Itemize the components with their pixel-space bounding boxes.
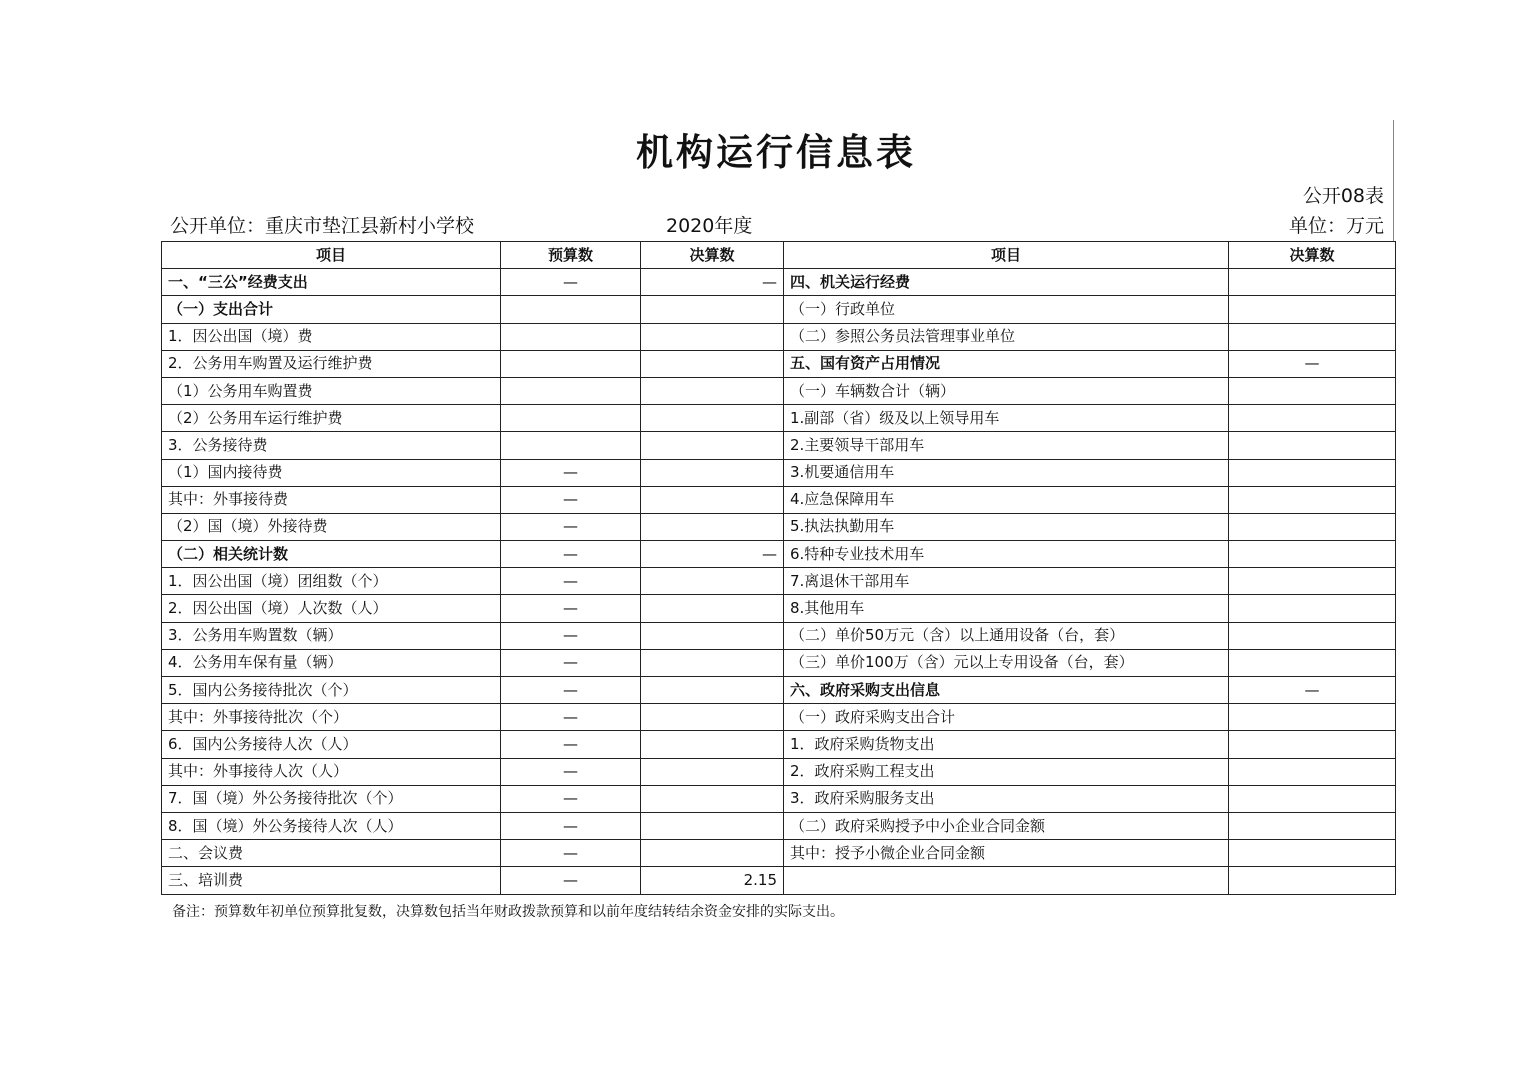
final-left-cell (641, 758, 784, 785)
budget-cell: — (501, 622, 641, 649)
item-left-cell: （2）公务用车运行维护费 (162, 405, 501, 432)
final-left-cell (641, 595, 784, 622)
table-row (162, 459, 1396, 486)
item-right-cell (784, 867, 1229, 894)
page-title: 机构运行信息表 (636, 130, 916, 174)
item-right-cell: （二）参照公务员法管理事业单位 (784, 323, 1229, 350)
item-left-cell: 其中：外事接待人次（人） (162, 758, 501, 785)
item-left-cell: （1）公务用车购置费 (162, 377, 501, 404)
budget-cell (501, 350, 641, 377)
final-left-cell: — (641, 269, 784, 296)
item-right-cell: 3．政府采购服务支出 (784, 785, 1229, 812)
budget-cell: — (501, 867, 641, 894)
final-left-cell: 2.15 (641, 867, 784, 894)
final-right-cell (1229, 649, 1396, 676)
item-right-cell: 4.应急保障用车 (784, 486, 1229, 513)
item-left-cell: 一、“三公”经费支出 (162, 269, 501, 296)
final-left-cell (641, 785, 784, 812)
item-left-cell: 8．国（境）外公务接待人次（人） (162, 812, 501, 839)
item-right-cell: 2．政府采购工程支出 (784, 758, 1229, 785)
table-body (162, 269, 1396, 894)
table-row (162, 622, 1396, 649)
final-left-cell (641, 323, 784, 350)
final-left-cell (641, 840, 784, 867)
budget-cell: — (501, 541, 641, 568)
budget-cell: — (501, 840, 641, 867)
item-right-cell: 6.特种专业技术用车 (784, 541, 1229, 568)
budget-cell: — (501, 269, 641, 296)
table-row (162, 568, 1396, 595)
item-left-cell: 3．公务用车购置数（辆） (162, 622, 501, 649)
budget-cell: — (501, 758, 641, 785)
final-left-cell: — (641, 541, 784, 568)
table-row (162, 785, 1396, 812)
operations-info-table (161, 241, 1396, 895)
table-row (162, 432, 1396, 459)
final-right-cell (1229, 541, 1396, 568)
item-right-cell: 四、机关运行经费 (784, 269, 1229, 296)
item-right-cell: 2.主要领导干部用车 (784, 432, 1229, 459)
item-left-cell: 3．公务接待费 (162, 432, 501, 459)
final-left-cell (641, 622, 784, 649)
item-right-cell: 1．政府采购货物支出 (784, 731, 1229, 758)
item-right-cell: （二）政府采购授予中小企业合同金额 (784, 812, 1229, 839)
item-left-cell: 5．国内公务接待批次（个） (162, 677, 501, 704)
final-left-cell (641, 677, 784, 704)
table-row (162, 350, 1396, 377)
final-right-cell: — (1229, 677, 1396, 704)
budget-cell: — (501, 459, 641, 486)
item-left-cell: 2．因公出国（境）人次数（人） (162, 595, 501, 622)
final-right-cell (1229, 840, 1396, 867)
disclosing-unit: 公开单位：重庆市垫江县新村小学校 (170, 215, 475, 237)
item-left-cell: （1）国内接待费 (162, 459, 501, 486)
item-right-cell: （二）单价50万元（含）以上通用设备（台，套） (784, 622, 1229, 649)
item-right-cell: 5.执法执勤用车 (784, 513, 1229, 540)
final-right-cell: — (1229, 350, 1396, 377)
table-header-row (162, 242, 1396, 269)
col-header-budget: 预算数 (501, 242, 641, 269)
col-header-final-right: 决算数 (1229, 242, 1396, 269)
item-right-cell: 1.副部（省）级及以上领导用车 (784, 405, 1229, 432)
final-right-cell (1229, 513, 1396, 540)
item-left-cell: 7．国（境）外公务接待批次（个） (162, 785, 501, 812)
final-right-cell (1229, 731, 1396, 758)
table-row (162, 323, 1396, 350)
table-row (162, 840, 1396, 867)
item-left-cell: （2）国（境）外接待费 (162, 513, 501, 540)
item-right-cell: 3.机要通信用车 (784, 459, 1229, 486)
item-left-cell: （二）相关统计数 (162, 541, 501, 568)
budget-cell: — (501, 595, 641, 622)
final-left-cell (641, 459, 784, 486)
final-right-cell (1229, 595, 1396, 622)
item-right-cell: 其中：授予小微企业合同金额 (784, 840, 1229, 867)
final-left-cell (641, 568, 784, 595)
final-right-cell (1229, 622, 1396, 649)
final-right-cell (1229, 486, 1396, 513)
table-row (162, 486, 1396, 513)
budget-cell: — (501, 704, 641, 731)
item-left-cell: 4．公务用车保有量（辆） (162, 649, 501, 676)
table-row (162, 541, 1396, 568)
final-right-cell (1229, 459, 1396, 486)
item-right-cell: （三）单价100万（含）元以上专用设备（台，套） (784, 649, 1229, 676)
budget-cell (501, 323, 641, 350)
final-left-cell (641, 513, 784, 540)
item-right-cell: （一）行政单位 (784, 296, 1229, 323)
item-right-cell: 7.离退休干部用车 (784, 568, 1229, 595)
budget-cell (501, 405, 641, 432)
final-right-cell (1229, 758, 1396, 785)
final-right-cell (1229, 785, 1396, 812)
item-left-cell: 6．国内公务接待人次（人） (162, 731, 501, 758)
item-left-cell: 其中：外事接待批次（个） (162, 704, 501, 731)
final-left-cell (641, 377, 784, 404)
item-right-cell: （一）政府采购支出合计 (784, 704, 1229, 731)
budget-cell: — (501, 677, 641, 704)
item-right-cell: 五、国有资产占用情况 (784, 350, 1229, 377)
table-row (162, 377, 1396, 404)
final-left-cell (641, 350, 784, 377)
table-row (162, 677, 1396, 704)
table-number: 公开08表 (1302, 185, 1384, 207)
item-left-cell: （一）支出合计 (162, 296, 501, 323)
table-row (162, 269, 1396, 296)
header-info-row (170, 211, 1384, 239)
final-right-cell (1229, 432, 1396, 459)
final-right-cell (1229, 377, 1396, 404)
table-row (162, 812, 1396, 839)
final-right-cell (1229, 323, 1396, 350)
table-row (162, 296, 1396, 323)
budget-cell: — (501, 812, 641, 839)
final-right-cell (1229, 704, 1396, 731)
item-left-cell: 三、培训费 (162, 867, 501, 894)
budget-cell: — (501, 731, 641, 758)
table-row (162, 704, 1396, 731)
table-row (162, 595, 1396, 622)
final-right-cell (1229, 568, 1396, 595)
final-left-cell (641, 296, 784, 323)
final-right-cell (1229, 296, 1396, 323)
table-row (162, 513, 1396, 540)
item-right-cell: 六、政府采购支出信息 (784, 677, 1229, 704)
final-left-cell (641, 405, 784, 432)
item-left-cell: 二、会议费 (162, 840, 501, 867)
table-row (162, 867, 1396, 894)
footnote: 备注：预算数年初单位预算批复数，决算数包括当年财政拨款预算和以前年度结转结余资金安排的实际支出。 (172, 904, 844, 920)
table-row (162, 758, 1396, 785)
table-row (162, 405, 1396, 432)
col-header-final-left: 决算数 (641, 242, 784, 269)
table-row (162, 731, 1396, 758)
budget-cell: — (501, 649, 641, 676)
item-left-cell: 2．公务用车购置及运行维护费 (162, 350, 501, 377)
final-left-cell (641, 731, 784, 758)
budget-cell: — (501, 785, 641, 812)
final-right-cell (1229, 812, 1396, 839)
final-left-cell (641, 486, 784, 513)
table-row (162, 649, 1396, 676)
budget-cell (501, 377, 641, 404)
final-right-cell (1229, 405, 1396, 432)
item-right-cell: （一）车辆数合计（辆） (784, 377, 1229, 404)
fiscal-year: 2020年度 (666, 215, 753, 237)
budget-cell (501, 296, 641, 323)
final-left-cell (641, 704, 784, 731)
final-right-cell (1229, 867, 1396, 894)
budget-cell: — (501, 486, 641, 513)
final-left-cell (641, 432, 784, 459)
item-right-cell: 8.其他用车 (784, 595, 1229, 622)
col-header-item-left: 项目 (162, 242, 501, 269)
budget-cell: — (501, 568, 641, 595)
final-left-cell (641, 812, 784, 839)
budget-cell: — (501, 513, 641, 540)
item-left-cell: 1．因公出国（境）费 (162, 323, 501, 350)
final-left-cell (641, 649, 784, 676)
currency-unit: 单位：万元 (1288, 215, 1384, 237)
col-header-item-right: 项目 (784, 242, 1229, 269)
item-left-cell: 1．因公出国（境）团组数（个） (162, 568, 501, 595)
item-left-cell: 其中：外事接待费 (162, 486, 501, 513)
final-right-cell (1229, 269, 1396, 296)
budget-cell (501, 432, 641, 459)
